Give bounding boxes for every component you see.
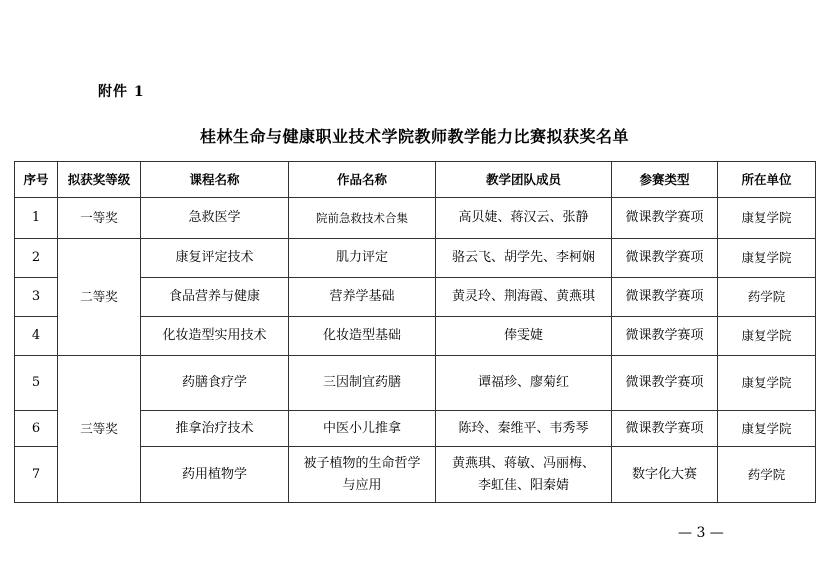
table-row [15,239,816,278]
header-cell: 参赛类型 [612,162,718,198]
contest-type: 微课教学赛项 [612,317,718,356]
document-title: 桂林生命与健康职业技术学院教师教学能力比赛拟获奖名单 [199,127,629,146]
team-members: 俸雯婕 [436,317,612,356]
work-name-line: 被子植物的生命哲学 [303,455,421,471]
award-table [14,161,816,503]
work-name: 化妆造型基础 [289,317,436,356]
team-members: 骆云飞、胡学先、李柯娴 [436,239,612,278]
work-name-line: 与应用 [342,477,382,493]
unit: 康复学院 [718,411,816,447]
contest-type: 微课教学赛项 [612,278,718,317]
team-members-line: 黄燕琪、蒋敏、冯丽梅、 [451,455,595,471]
unit: 康复学院 [718,317,816,356]
work-name: 肌力评定 [289,239,436,278]
course-name: 急救医学 [141,198,289,239]
course-name: 化妆造型实用技术 [141,317,289,356]
row-number: 4 [15,317,58,356]
table-header-row [15,162,816,198]
header-cell: 所在单位 [718,162,816,198]
team-members: 谭福珍、廖菊红 [436,356,612,411]
header-cell: 教学团队成员 [436,162,612,198]
row-number: 1 [15,198,58,239]
work-name [289,447,436,503]
table-row [15,198,816,239]
award-level: 二等奖 [58,239,141,356]
unit: 药学院 [718,447,816,503]
header-cell: 课程名称 [141,162,289,198]
award-level: 一等奖 [58,198,141,239]
course-name: 推拿治疗技术 [141,411,289,447]
team-members: 高贝婕、蒋汉云、张静 [436,198,612,239]
unit: 康复学院 [718,239,816,278]
contest-type: 数字化大赛 [612,447,718,503]
team-members: 黄灵玲、荆海霞、黄燕琪 [436,278,612,317]
course-name: 食品营养与健康 [141,278,289,317]
attachment-label: 附件 1 [98,84,145,100]
contest-type: 微课教学赛项 [612,411,718,447]
course-name: 康复评定技术 [141,239,289,278]
page-number: — 3 — [678,525,724,541]
course-name: 药用植物学 [141,447,289,503]
unit: 康复学院 [718,356,816,411]
work-name: 院前急救技术合集 [289,198,436,239]
row-number: 3 [15,278,58,317]
award-level: 三等奖 [58,356,141,503]
contest-type: 微课教学赛项 [612,239,718,278]
row-number: 5 [15,356,58,411]
team-members-line: 李虹佳、阳秦婧 [477,477,569,493]
work-name: 中医小儿推拿 [289,411,436,447]
contest-type: 微课教学赛项 [612,198,718,239]
table-row [15,356,816,411]
header-cell: 作品名称 [289,162,436,198]
row-number: 7 [15,447,58,503]
row-number: 2 [15,239,58,278]
work-name: 营养学基础 [289,278,436,317]
unit: 药学院 [718,278,816,317]
header-cell: 拟获奖等级 [58,162,141,198]
contest-type: 微课教学赛项 [612,356,718,411]
work-name: 三因制宜药膳 [289,356,436,411]
team-members [436,447,612,503]
unit: 康复学院 [718,198,816,239]
course-name: 药膳食疗学 [141,356,289,411]
team-members: 陈玲、秦维平、韦秀琴 [436,411,612,447]
row-number: 6 [15,411,58,447]
header-cell: 序号 [15,162,58,198]
